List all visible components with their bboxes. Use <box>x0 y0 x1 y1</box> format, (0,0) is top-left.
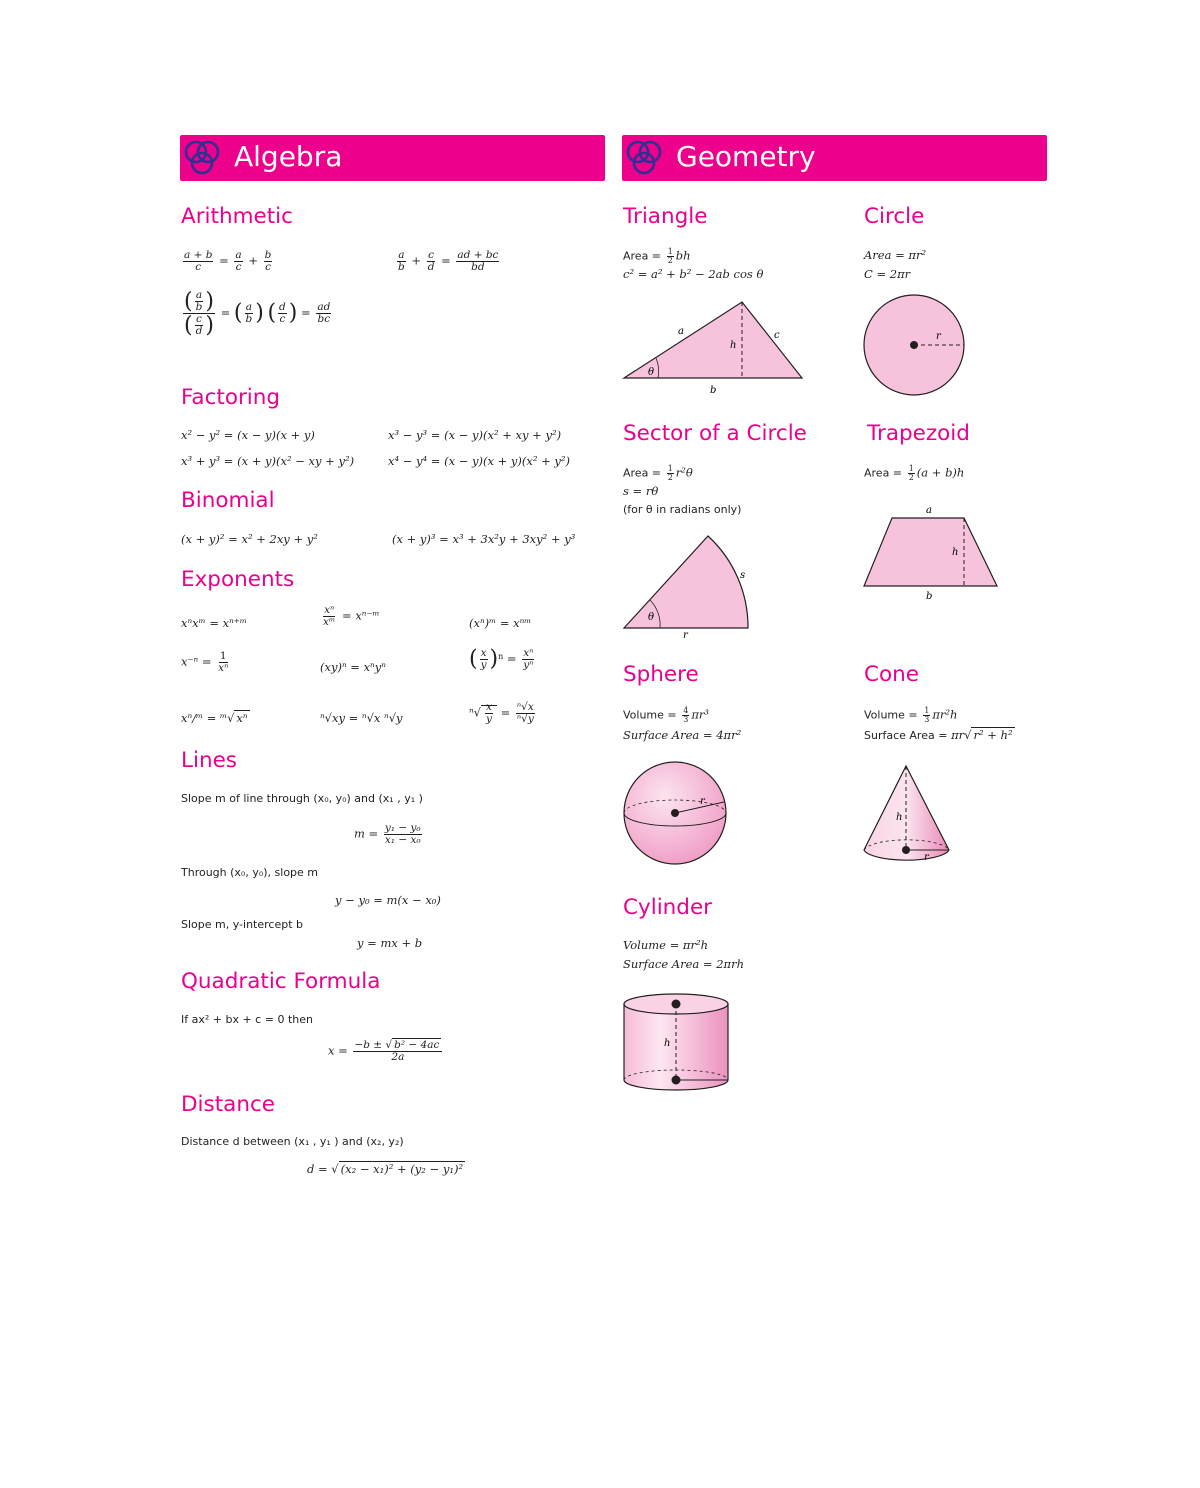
svg-text:a: a <box>678 326 684 337</box>
exponent-rule-root-quotient: ⁿ√ $\frac{x}{y}$ = $\frac{\text{ⁿ√x}}{\text{ⁿ√y}}$ <box>469 701 534 725</box>
exponent-rule-negative: x⁻ⁿ = $\frac{1}{\text{xⁿ}}$ <box>181 650 229 674</box>
svg-text:r: r <box>683 630 688 641</box>
exponent-rule-quotient: $\frac{\text{xⁿ}}{\text{xᵐ}}$ = xⁿ⁻ᵐ <box>323 604 380 628</box>
svg-text:r: r <box>924 852 929 863</box>
svg-text:b: b <box>926 591 933 602</box>
factoring-formula-4: x⁴ − y⁴ = (x − y)(x + y)(x² + y²) <box>388 454 571 468</box>
svg-text:r: r <box>936 331 941 342</box>
svg-text:h: h <box>730 340 737 351</box>
factoring-formula-3: x³ + y³ = (x + y)(x² − xy + y²) <box>181 454 355 468</box>
lines-text-2: Through (x₀, y₀), slope m <box>181 866 319 879</box>
triangle-area-formula: Area = $\frac{1}{2}$ bh <box>623 247 691 265</box>
sphere-surface-formula: Surface Area = 4πr² <box>623 728 742 742</box>
slope-intercept-formula: y = mx + b <box>357 936 423 950</box>
law-of-cosines: c² = a² + b² − 2ab cos θ <box>623 267 764 281</box>
cone-surface-formula: Surface Area = πr√ r² + h² <box>864 728 1013 742</box>
distance-heading: Distance <box>181 1092 276 1117</box>
exponent-rule-root-product: ⁿ√xy = ⁿ√x ⁿ√y <box>320 711 403 725</box>
quadratic-formula: x = $\frac{\text{−b ± √ b² − 4ac}}{2a}$ <box>328 1040 444 1063</box>
geometry-title: Geometry <box>676 140 816 173</box>
trapezoid-diagram <box>860 502 1002 602</box>
trapezoid-heading: Trapezoid <box>867 421 970 446</box>
algebra-title: Algebra <box>234 140 343 173</box>
svg-text:h: h <box>952 547 959 558</box>
cylinder-heading: Cylinder <box>623 895 713 920</box>
arithmetic-heading: Arithmetic <box>181 204 293 229</box>
sphere-diagram <box>620 760 732 868</box>
point-slope-formula: y − y₀ = m(x − x₀) <box>335 893 441 907</box>
cone-diagram <box>860 762 954 866</box>
exponent-rule-quotient-power: ( $\frac{x}{y}$ )$^n$ = $\frac{\text{xⁿ}}{\text{yⁿ}}$ <box>469 646 534 672</box>
arithmetic-formula-3: ( $\frac{a}{b}$ ) ( $\frac{c}{d}$ ) = ( $\frac{a}{b}$ ) ( $\frac{d}{c}$ ) = $\frac{ad}{bc}$ <box>184 289 331 338</box>
distance-formula: d = √ (x₂ − x₁)² + (y₂ − y₁)² <box>307 1162 464 1176</box>
geometry-logo-icon <box>624 137 668 179</box>
sector-note: (for θ in radians only) <box>623 503 742 516</box>
exponent-rule-power: (xⁿ)ᵐ = xⁿᵐ <box>469 616 532 630</box>
sector-heading: Sector of a Circle <box>623 421 807 446</box>
circle-heading: Circle <box>864 204 925 229</box>
svg-text:θ: θ <box>648 612 655 623</box>
circle-diagram <box>862 293 968 399</box>
binomial-formula-1: (x + y)² = x² + 2xy + y² <box>181 532 318 546</box>
cylinder-surface-formula: Surface Area = 2πrh <box>623 957 744 971</box>
factoring-formula-2: x³ − y³ = (x − y)(x² + xy + y²) <box>388 428 562 442</box>
svg-text:a: a <box>926 505 932 516</box>
cylinder-diagram <box>620 988 732 1094</box>
arc-length-formula: s = rθ <box>623 484 659 498</box>
quadratic-heading: Quadratic Formula <box>181 969 381 994</box>
triangle-heading: Triangle <box>623 204 708 229</box>
exponent-rule-product: xⁿxᵐ = xⁿ⁺ᵐ <box>181 616 247 630</box>
sphere-volume-formula: Volume = $\frac{4}{3}$ πr³ <box>623 706 710 724</box>
distance-text: Distance d between (x₁ , y₁ ) and (x₂, y₂) <box>181 1135 404 1148</box>
cone-volume-formula: Volume = $\frac{1}{3}$ πr²h <box>864 706 958 724</box>
exponents-heading: Exponents <box>181 567 295 592</box>
factoring-formula-1: x² − y² = (x − y)(x + y) <box>181 428 315 442</box>
svg-text:h: h <box>896 812 903 823</box>
cone-heading: Cone <box>864 662 920 687</box>
algebra-logo-icon <box>182 137 226 179</box>
exponent-rule-product-power: (xy)ⁿ = xⁿyⁿ <box>320 660 386 674</box>
cylinder-volume-formula: Volume = πr²h <box>623 938 708 952</box>
arithmetic-formula-1: $\frac{a + b}{c}$ = $\frac{a}{c}$ + $\frac{b}{c}$ <box>184 249 272 273</box>
lines-text-3: Slope m, y-intercept b <box>181 918 303 931</box>
svg-text:r: r <box>700 796 705 807</box>
factoring-heading: Factoring <box>181 385 281 410</box>
geometry-banner <box>622 135 1047 181</box>
arithmetic-formula-2: $\frac{a}{b}$ + $\frac{c}{d}$ = $\frac{ad + bc}{bd}$ <box>398 249 499 273</box>
trapezoid-area-formula: Area = $\frac{1}{2}$ (a + b)h <box>864 464 965 482</box>
lines-heading: Lines <box>181 748 238 773</box>
svg-text:b: b <box>710 385 717 396</box>
lines-text-1: Slope m of line through (x₀, y₀) and (x₁ , y₁ ) <box>181 792 423 805</box>
slope-formula: m = $\frac{\text{y₁ − y₀}}{\text{x₁ − x₀}}$ <box>354 822 421 846</box>
svg-text:s: s <box>740 570 746 581</box>
svg-text:h: h <box>664 1038 671 1049</box>
quadratic-text: If ax² + bx + c = 0 then <box>181 1013 313 1026</box>
sector-diagram <box>620 532 760 642</box>
exponent-rule-fractional: xⁿ/ᵐ = ᵐ√ xⁿ <box>181 711 248 725</box>
algebra-banner <box>180 135 605 181</box>
binomial-heading: Binomial <box>181 488 275 513</box>
triangle-diagram <box>620 298 810 398</box>
sector-area-formula: Area = $\frac{1}{2}$ r²θ <box>623 464 693 482</box>
circle-area-formula: Area = πr² <box>864 248 927 262</box>
svg-text:θ: θ <box>648 367 655 378</box>
binomial-formula-2: (x + y)³ = x³ + 3x²y + 3xy² + y³ <box>392 532 576 546</box>
sphere-heading: Sphere <box>623 662 699 687</box>
svg-text:c: c <box>774 330 780 341</box>
circle-circumference-formula: C = 2πr <box>864 267 911 281</box>
